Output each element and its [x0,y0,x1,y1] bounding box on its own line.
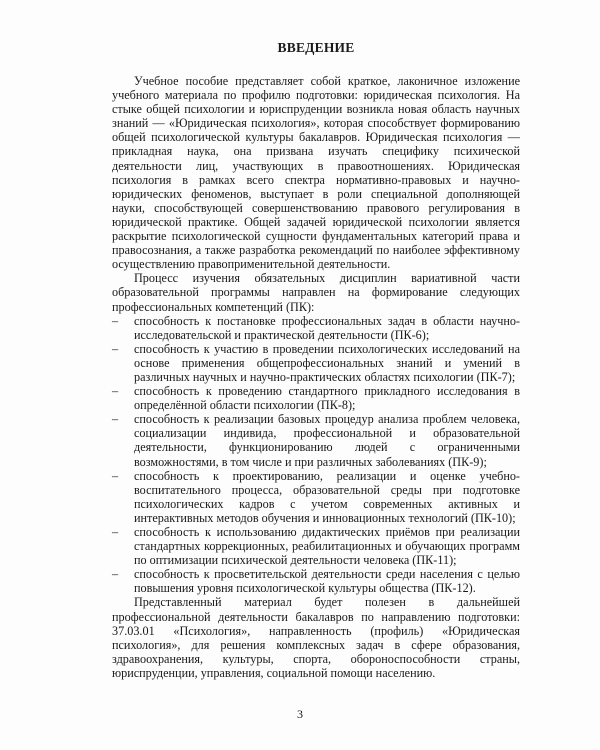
dash-marker: – [112,468,119,483]
process-paragraph: Процесс изучения обязательных дисциплин вариативной части образовательной программы направлен на формирование следующих профессиональных компетенций (ПК): [112,271,520,314]
list-item-text: способность к просветительской деятельности среди населения с целью повышения уровня психологической культуры общества (ПК-12). [134,567,520,596]
dash-marker: – [112,313,119,328]
page-number: 3 [297,707,303,721]
dash-marker: – [112,412,119,427]
intro-paragraph: Учебное пособие представляет собой краткое, лаконичное изложение учебного материала по профилю подготовки: юридическая психология. На стыке общей психологии и юриспруденции возникла новая область научных знаний — «Юридическая психология», которая способствует формированию общей психологической культуры бакалавров. Юридическая психология — прикладная наука, она призвана изучать специфику психической деятельности лиц, участвующих в правоотношениях. Юридическая психология в рамках всего спектра нормативно-правовых и научно-юридических феноменов, выступает в роли специальной дополняющей науки, способствующей совершенствованию правового регулирования в юридической практике. Общей задачей юридической психологии является раскрытие психологической сущности фундаментальных категорий права и правосознания, а также разработка рекомендаций по наиболее эффективному осуществлению правоприменительной деятельности. [112,74,520,272]
list-item-text: способность к участию в проведении психологических исследований на основе применения общепрофессиональных знаний и умений в различных научных и научно-практических областях психологии (ПК-7); [134,341,520,384]
list-item-text: способность к реализации базовых процедур анализа проблем человека, социализации индивида, профессиональной и образовательной деятельности, функционированию людей с ограниченными возможностями, в том числе и при различных заболеваниях (ПК-9); [134,412,520,469]
list-item [112,567,520,595]
list-item-text: способность к проектированию, реализации и оценке учебно-воспитательного процесса, образовательной среды при подготовке психологических кадров с учетом современных активных и интерактивных методов обучения и инновационных технологий (ПК-10); [134,468,520,525]
competencies-list [112,314,520,596]
list-item [112,412,520,468]
page-content [112,40,520,680]
list-item-text: способность к проведению стандартного прикладного исследования в определённой области психологии (ПК-8); [134,384,520,413]
list-item [112,342,520,384]
dash-marker: – [112,567,119,582]
list-item [112,469,520,525]
dash-marker: – [112,341,119,356]
page-title: ВВЕДЕНИЕ [277,40,355,55]
list-item [112,525,520,567]
dash-marker: – [112,384,119,399]
dash-marker: – [112,525,119,539]
list-item [112,314,520,342]
list-item-text: способность к использованию дидактических приёмов при реализации стандартных коррекционных, реабилитационных и обучающих программ по оптимизации психической деятельности человека (ПК-11); [134,525,520,568]
list-item [112,384,520,412]
conclusion-paragraph: Представленный материал будет полезен в дальнейшей профессиональной деятельности бакалавров по направлению подготовки: 37.03.01 «Психология», направленность (профиль) «Юридическая психология», для решения комплексных задач в сфере образования, здравоохранения, культуры, спорта, обороноспособности страны, юриспруденции, управления, социальной помощи населению. [112,595,520,680]
list-item-text: способность к постановке профессиональных задач в области научно-исследовательской и практической деятельности (ПК-6); [134,313,520,342]
